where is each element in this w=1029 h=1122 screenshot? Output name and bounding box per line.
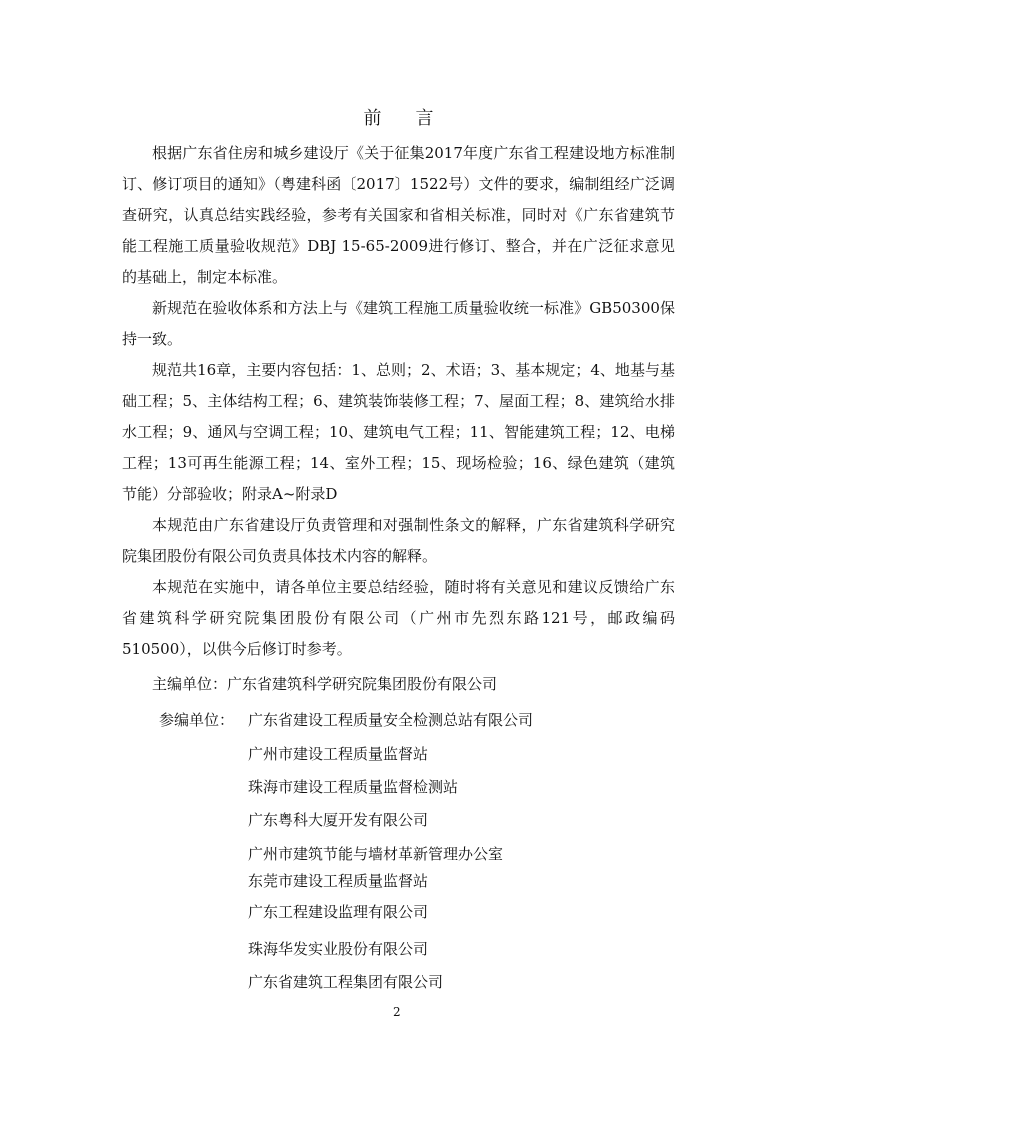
participant-org: 珠海市建设工程质量监督检测站 bbox=[248, 778, 459, 796]
page-title bbox=[122, 104, 675, 130]
chief-editor-unit: 主编单位：广东省建筑科学研究院集团股份有限公司 bbox=[152, 675, 498, 693]
title-char-2: 言 bbox=[415, 108, 434, 129]
paragraph-contents: 规范共16章，主要内容包括：1、总则；2、术语；3、基本规定；4、地基与基础工程；5、主体结构工程；6、建筑装饰装修工程；7、屋面工程；8、建筑给水排水工程；9、通风与空调工程；10、建筑电气工程；11、智能建筑工程；12、电梯工程；13可再生能源工程；14、室外工程；15、现场检验；16、绿色建筑（建筑节能）分部验收；附录A~附录D bbox=[122, 361, 675, 503]
participant-org: 广东粤科大厦开发有限公司 bbox=[248, 811, 429, 829]
page-number: 2 bbox=[393, 1005, 401, 1019]
participant-org: 广东省建设工程质量安全检测总站有限公司 bbox=[248, 711, 534, 729]
participants-label: 参编单位： bbox=[159, 711, 235, 729]
participant-org: 广州市建筑节能与墙材革新管理办公室 bbox=[248, 845, 504, 863]
participant-org: 珠海华发实业股份有限公司 bbox=[248, 940, 429, 958]
title-char-1: 前 bbox=[363, 108, 382, 129]
paragraph-responsibility: 本规范由广东省建设厅负责管理和对强制性条文的解释，广东省建筑科学研究院集团股份有限公司负责具体技术内容的解释。 bbox=[122, 516, 675, 565]
participant-org: 东莞市建设工程质量监督站 bbox=[248, 872, 429, 890]
paragraph-consistency: 新规范在验收体系和方法上与《建筑工程施工质量验收统一标准》GB50300保持一致。 bbox=[122, 299, 675, 348]
participant-org: 广州市建设工程质量监督站 bbox=[248, 745, 429, 763]
paragraph-feedback: 本规范在实施中，请各单位主要总结经验，随时将有关意见和建议反馈给广东省建筑科学研究院集团股份有限公司（广州市先烈东路121号，邮政编码510500），以供今后修订时参考。 bbox=[122, 578, 675, 658]
paragraph-basis: 根据广东省住房和城乡建设厅《关于征集2017年度广东省工程建设地方标准制订、修订项目的通知》（粤建科函〔2017〕1522号）文件的要求，编制组经广泛调查研究，认真总结实践经验，参考有关国家和省相关标准，同时对《广东省建筑节能工程施工质量验收规范》DBJ 15-65-2009进行修订、整合，并在广泛征求意见的基础上，制定本标准。 bbox=[122, 144, 675, 286]
participant-org: 广东工程建设监理有限公司 bbox=[248, 903, 429, 921]
preface-body bbox=[122, 138, 675, 665]
participant-org: 广东省建筑工程集团有限公司 bbox=[248, 973, 444, 991]
